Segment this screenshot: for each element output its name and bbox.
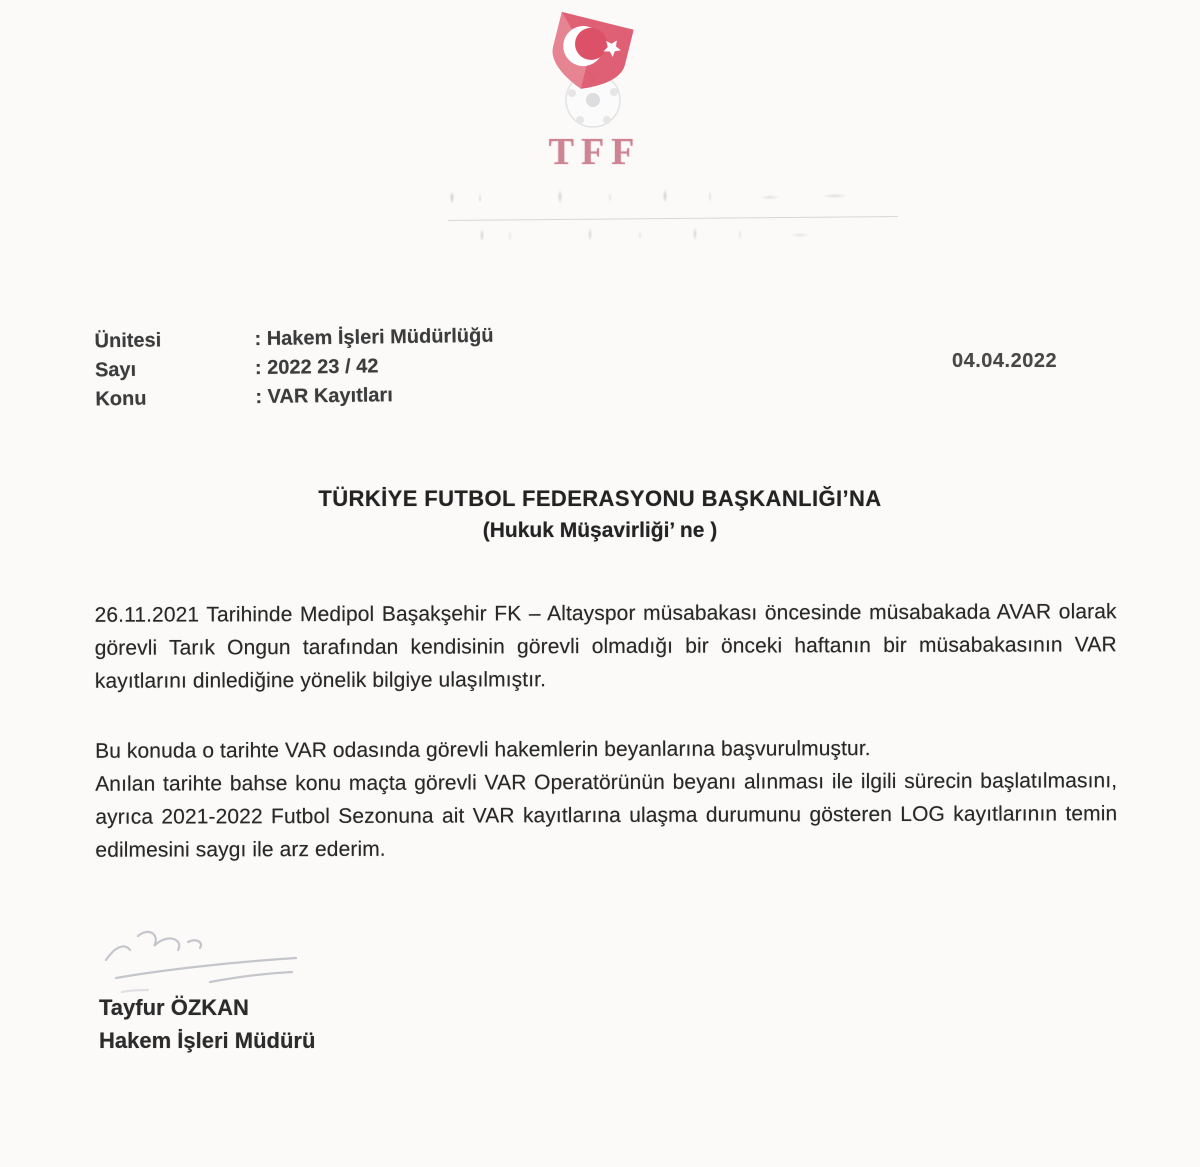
signer-name: Tayfur ÖZKAN <box>99 995 249 1020</box>
meta-label: Konu <box>95 387 147 411</box>
meta-value: : Hakem İşleri Müdürlüğü <box>254 324 494 351</box>
meta-label: Sayı <box>94 358 137 382</box>
letterhead-rule <box>448 216 898 221</box>
paragraph-1: 26.11.2021 Tarihinde Medipol Başakşehir FK – Altayspor müsabakası öncesinde müsabakada AVAR olarak görevli Tarık Ongun tarafından kendisinin görevli olmadığı bir önceki haftanın bir müsabakasının VAR kayıtlarını dinlediğine yönelik bilgiye ulaşılmıştır. <box>94 600 1117 693</box>
meta-label: Ünitesi <box>94 329 162 353</box>
handwritten-signature <box>92 920 312 1005</box>
paragraph-2-line1: Bu konuda o tarihte VAR odasında görevli hakemlerin beyanlarına başvurulmuştur. <box>95 737 871 763</box>
letter-subtitle: (Hukuk Müşavirliği’ ne ) <box>482 519 718 542</box>
letter-body <box>95 595 1118 867</box>
meta-value: : 2022 23 / 42 <box>254 355 379 380</box>
signer-role: Hakem İşleri Müdürü <box>99 1028 316 1053</box>
faded-text-row <box>470 225 850 244</box>
document-meta-block <box>94 322 715 418</box>
tff-crest-icon <box>536 8 656 138</box>
letter-title: TÜRKİYE FUTBOL FEDERASYONU BAŞKANLIĞI’NA <box>318 486 882 511</box>
signature-scribble-icon <box>92 920 312 1005</box>
letterhead-address-faded <box>440 188 910 248</box>
letter-title-block <box>0 486 1200 543</box>
paragraph-2 <box>95 731 1117 867</box>
tff-wordmark: TFF <box>548 131 642 173</box>
faded-text-row <box>440 186 910 205</box>
document-date: 04.04.2022 <box>952 350 1058 372</box>
paragraph-2-rest: Anılan tarihte bahse konu maçta görevli VAR Operatörünün beyanı alınması ile ilgili sürecin başlatılmasını, ayrıca 2021-2022 Futbol Sezonuna ait VAR kayıtlarına ulaşma durumunu gösteren LOG kayıtlarının temin edilmesini saygı ile arz ederim. <box>95 769 1118 862</box>
tff-crest-logo <box>536 8 656 138</box>
meta-value: : VAR Kayıtları <box>255 384 393 409</box>
